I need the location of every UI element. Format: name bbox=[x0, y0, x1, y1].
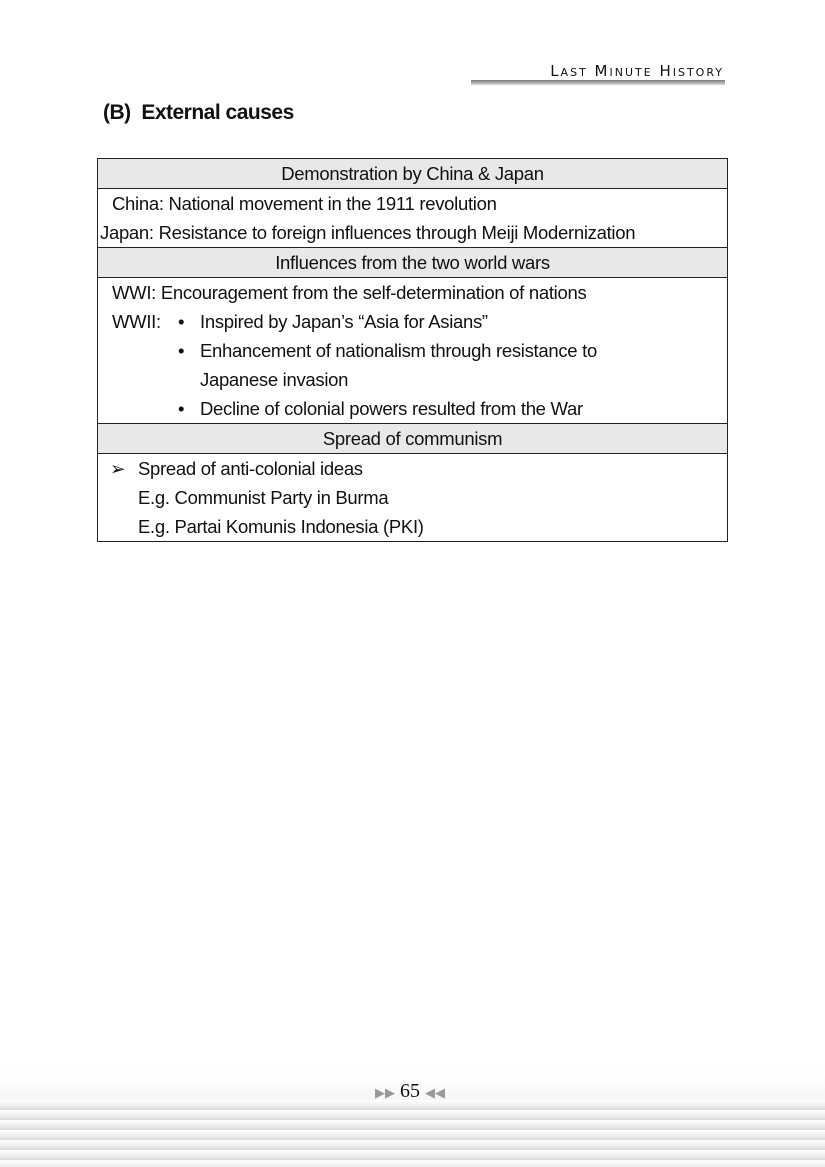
header-rule bbox=[471, 80, 725, 85]
text-line: Japan: Resistance to foreign influences through Meiji Modernization bbox=[100, 222, 636, 243]
running-header: Last Minute History bbox=[550, 62, 724, 80]
text-line: China: National movement in the 1911 revolution bbox=[112, 193, 497, 214]
page-number bbox=[370, 1080, 450, 1103]
table-cell bbox=[98, 454, 728, 542]
table-cell bbox=[98, 189, 728, 248]
wwii-label: WWII: bbox=[112, 311, 161, 332]
wwii-block bbox=[112, 307, 713, 423]
table-heading: Demonstration by China & Japan bbox=[98, 159, 728, 189]
bullet-list bbox=[172, 307, 640, 423]
text-line: E.g. Partai Komunis Indonesia (PKI) bbox=[138, 516, 424, 537]
table-cell bbox=[98, 278, 728, 424]
footer-stripes bbox=[0, 1100, 825, 1167]
section-title: (B) External causes bbox=[103, 101, 294, 124]
forward-marker-icon: ▶▶ bbox=[375, 1085, 395, 1100]
page-number-text: 65 bbox=[400, 1080, 420, 1102]
text-line: E.g. Communist Party in Burma bbox=[138, 487, 389, 508]
back-marker-icon: ◀◀ bbox=[425, 1085, 445, 1100]
arrow-bullet-icon: ➢ bbox=[110, 458, 126, 479]
causes-table bbox=[97, 158, 728, 542]
table-heading: Influences from the two world wars bbox=[98, 248, 728, 278]
text-line: Spread of anti-colonial ideas bbox=[138, 458, 363, 479]
table-heading: Spread of communism bbox=[98, 424, 728, 454]
list-item: • Decline of colonial powers resulted from the War bbox=[172, 394, 640, 423]
list-item: • Enhancement of nationalism through resistance to Japanese invasion bbox=[172, 336, 640, 394]
list-item: • Inspired by Japan’s “Asia for Asians” bbox=[172, 307, 640, 336]
arrow-list-item bbox=[110, 454, 713, 483]
text-line: WWI: Encouragement from the self-determination of nations bbox=[112, 282, 587, 303]
